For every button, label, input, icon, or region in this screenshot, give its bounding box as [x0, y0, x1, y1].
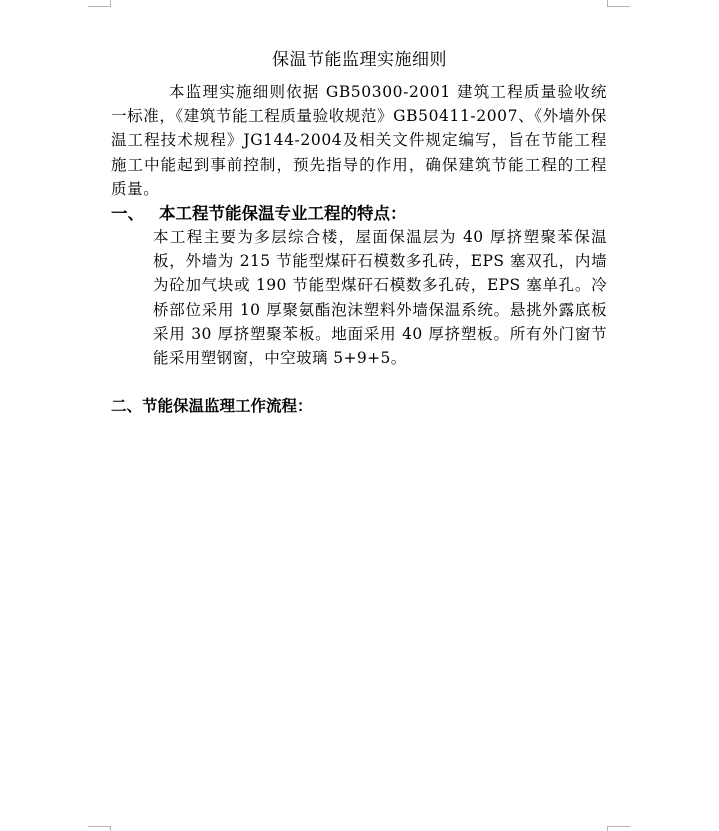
section-1-heading-text: 本工程节能保温专业工程的特点：	[159, 204, 407, 223]
section-1-number: 一、	[111, 204, 144, 223]
page-corner-mark-bottom-left	[88, 826, 111, 831]
intro-paragraph: 本监理实施细则依据 GB50300-2001 建筑工程质量验收统一标准，《建筑节能工程质量验收规范》GB50411-2007、《外墙外保温工程技术规程》JG144-2004及相关文件规定编写，旨在节能工程施工中能起到事前控制，预先指导的作用，确保建筑节能工程的工程质量。	[111, 83, 607, 198]
section-2-heading: 二、节能保温监理工作流程：	[111, 396, 313, 415]
section-1-heading	[111, 202, 407, 226]
document-title: 保温节能监理实施细则	[272, 50, 447, 70]
section-1-body: 本工程主要为多层综合楼，屋面保温层为 40 厚挤塑聚苯保温板，外墙为 215 节能型煤矸石模数多孔砖，EPS 塞双孔，内墙为砼加气块或 190 节能型煤矸石模数多孔砖，EPS 塞单孔。冷桥部位采用 10 厚聚氨酯泡沫塑料外墙保温系统。悬挑外露底板采用 30 厚挤塑聚苯板。地面采用 40 厚挤塑板。所有外门窗节能采用塑钢窗，中空玻璃 5+9+5。	[153, 228, 607, 368]
page-corner-mark-bottom-right	[607, 826, 630, 831]
page-corner-mark-top-left	[88, 0, 111, 7]
page-corner-mark-top-right	[607, 0, 630, 7]
